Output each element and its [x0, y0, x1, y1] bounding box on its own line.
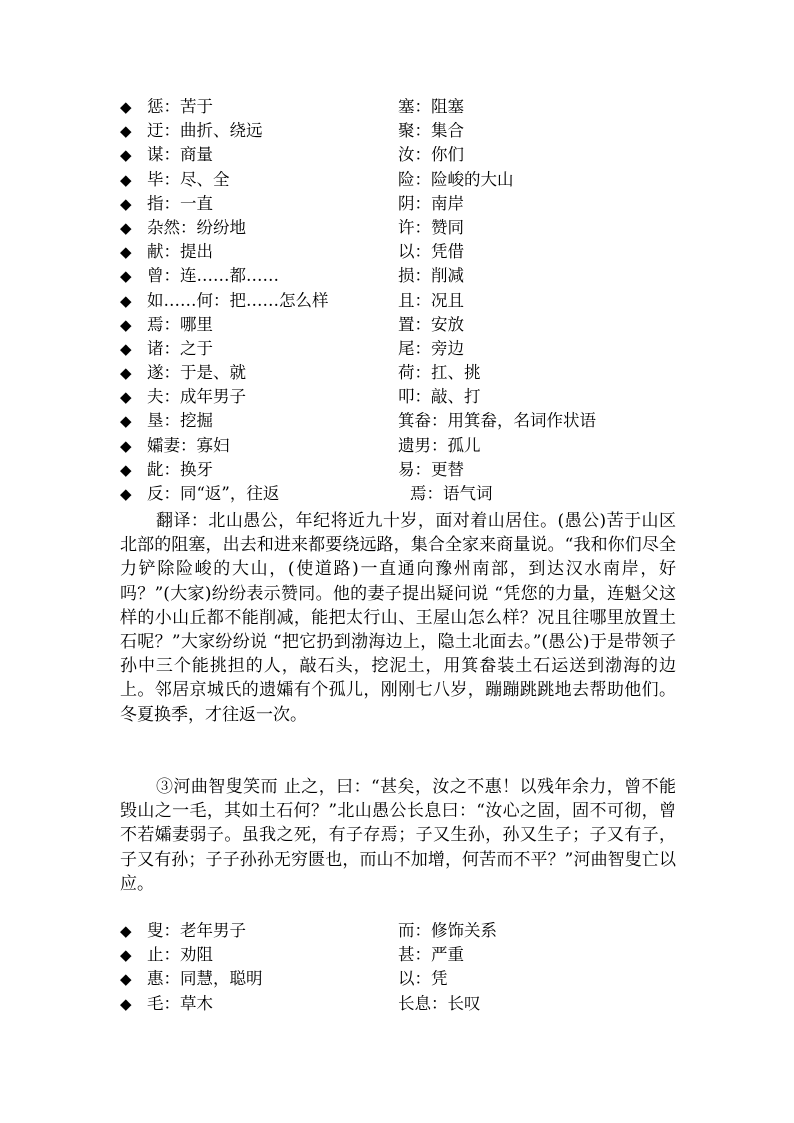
diamond-bullet-icon: ◆ — [120, 460, 132, 479]
glossary-row — [120, 289, 680, 313]
glossary-left-entry — [120, 409, 213, 433]
glossary-left-entry — [120, 919, 246, 943]
diamond-bullet-icon: ◆ — [120, 267, 132, 286]
glossary-row — [120, 943, 680, 967]
glossary-left-entry — [120, 143, 213, 167]
glossary-right-entry: 遗男：孤儿 — [398, 435, 481, 455]
glossary-left-entry — [120, 482, 279, 506]
glossary-list-1 — [120, 95, 680, 506]
original-text-paragraph — [120, 775, 676, 896]
glossary-right-entry: 置：安放 — [398, 314, 464, 334]
glossary-row — [120, 143, 680, 167]
glossary-row — [120, 919, 680, 943]
glossary-left-text: 杂然：纷纷地 — [147, 217, 246, 237]
diamond-bullet-icon: ◆ — [120, 946, 132, 965]
glossary-left-entry — [120, 168, 230, 192]
glossary-left-text: 焉：哪里 — [147, 314, 213, 334]
glossary-row — [120, 119, 680, 143]
glossary-left-text: 夫：成年男子 — [147, 387, 246, 407]
glossary-row — [120, 95, 680, 119]
glossary-left-text: 诸：之于 — [147, 338, 213, 358]
glossary-right-entry: 易：更替 — [398, 459, 464, 479]
original-text: ③河曲智叟笑而 止之，曰：“甚矣，汝之不惠！以残年余力，曾不能毁山之一毛，其如土石何？”北山愚公长息曰：“汝心之固，固不可彻，曾不若孀妻弱子。虽我之死，有子存焉；子又生孙，孙又生子；子又有子，子又有孙；子子孙孙无穷匮也，而山不加增，何苦而不平？”河曲智叟亡以应。 — [120, 777, 676, 894]
glossary-right-entry: 甚：严重 — [398, 945, 464, 965]
diamond-bullet-icon: ◆ — [120, 243, 132, 262]
glossary-left-entry — [120, 289, 329, 313]
diamond-bullet-icon: ◆ — [120, 339, 132, 358]
glossary-left-text: 献：提出 — [147, 242, 213, 262]
glossary-left-text: 叟：老年男子 — [147, 921, 246, 940]
glossary-left-entry — [120, 434, 230, 458]
diamond-bullet-icon: ◆ — [120, 970, 132, 989]
glossary-left-entry — [120, 967, 263, 991]
glossary-left-text: 垦：挖掘 — [147, 411, 213, 431]
glossary-left-entry — [120, 240, 213, 264]
glossary-left-text: 遂：于是、就 — [147, 363, 246, 383]
diamond-bullet-icon: ◆ — [120, 315, 132, 334]
diamond-bullet-icon: ◆ — [120, 194, 132, 213]
glossary-right-entry: 以：凭 — [398, 969, 448, 989]
glossary-row — [120, 992, 680, 1016]
glossary-left-text: 如……何：把……怎么样 — [147, 290, 329, 310]
glossary-left-text: 曾：连……都…… — [147, 266, 279, 286]
diamond-bullet-icon: ◆ — [120, 364, 132, 383]
glossary-left-text: 龀：换牙 — [147, 459, 213, 479]
diamond-bullet-icon: ◆ — [120, 412, 132, 431]
glossary-right-entry: 长息：长叹 — [398, 993, 481, 1013]
glossary-left-text: 止：劝阻 — [147, 945, 213, 965]
glossary-row — [120, 458, 680, 482]
glossary-list-2 — [120, 919, 680, 1016]
glossary-left-text: 毛：草木 — [147, 993, 213, 1013]
glossary-row — [120, 385, 680, 409]
glossary-row — [120, 409, 680, 433]
glossary-right-entry: 焉：语气词 — [410, 484, 493, 503]
glossary-row — [120, 482, 680, 506]
glossary-left-text: 惩：苦于 — [147, 97, 213, 116]
glossary-left-text: 孀妻：寡妇 — [147, 435, 230, 455]
glossary-left-entry — [120, 458, 213, 482]
diamond-bullet-icon: ◆ — [120, 994, 132, 1013]
glossary-row — [120, 240, 680, 264]
glossary-left-entry — [120, 119, 263, 143]
glossary-left-entry — [120, 95, 213, 119]
glossary-row — [120, 361, 680, 385]
diamond-bullet-icon: ◆ — [120, 218, 132, 237]
glossary-left-entry — [120, 943, 213, 967]
glossary-right-entry: 且：况且 — [398, 290, 464, 310]
glossary-right-entry: 聚：集合 — [398, 121, 464, 141]
glossary-left-entry — [120, 992, 213, 1016]
translation-paragraph — [120, 509, 676, 727]
glossary-right-entry: 许：赞同 — [398, 217, 464, 237]
diamond-bullet-icon: ◆ — [120, 485, 132, 503]
glossary-left-entry — [120, 313, 213, 337]
glossary-right-entry: 损：削减 — [398, 266, 464, 286]
glossary-left-text: 指：一直 — [147, 193, 213, 213]
glossary-right-entry: 荷：扛、挑 — [398, 363, 481, 383]
glossary-row — [120, 192, 680, 216]
glossary-row — [120, 168, 680, 192]
glossary-row — [120, 434, 680, 458]
glossary-row — [120, 216, 680, 240]
diamond-bullet-icon: ◆ — [120, 922, 132, 940]
glossary-row — [120, 313, 680, 337]
diamond-bullet-icon: ◆ — [120, 291, 132, 310]
diamond-bullet-icon: ◆ — [120, 436, 132, 455]
glossary-left-text: 迂：曲折、绕远 — [147, 121, 263, 141]
glossary-left-text: 毕：尽、全 — [147, 169, 230, 189]
translation-text: 翻译：北山愚公，年纪将近九十岁，面对着山居住。(愚公)苦于山区北部的阻塞，出去和进来都要绕远路，集合全家来商量说。“我和你们尽全力铲除险峻的大山，(使道路)一直通向豫州南部，到达汉水南岸，好吗？”(大家)纷纷表示赞同。他的妻子提出疑问说 “凭您的力量，连魁父这样的小山丘都不能削减，能把太行山、王屋山怎么样？况且往哪里放置土石呢？”大家纷纷说 “把它扔到渤海边上，隐土北面去。”(愚公)于是带领子孙中三个能挑担的人，敲石头，挖泥土，用箕畚装土石运送到渤海的边上。邻居京城氏的遗孀有个孤儿，刚刚七八岁，蹦蹦跳跳地去帮助他们。冬夏换季，才往返一次。 — [120, 511, 676, 725]
diamond-bullet-icon: ◆ — [120, 146, 132, 165]
glossary-right-entry: 险：险峻的大山 — [398, 169, 514, 189]
glossary-left-entry — [120, 264, 279, 288]
glossary-right-entry: 箕畚：用箕畚，名词作状语 — [398, 411, 596, 431]
glossary-left-entry — [120, 385, 246, 409]
glossary-right-entry: 而：修饰关系 — [398, 921, 497, 940]
glossary-right-entry: 塞：阻塞 — [398, 97, 464, 116]
glossary-right-entry: 汝：你们 — [398, 145, 464, 165]
diamond-bullet-icon: ◆ — [120, 170, 132, 189]
glossary-right-entry: 阴：南岸 — [398, 193, 464, 213]
glossary-row — [120, 264, 680, 288]
glossary-right-entry: 以：凭借 — [398, 242, 464, 262]
glossary-left-entry — [120, 216, 246, 240]
diamond-bullet-icon: ◆ — [120, 122, 132, 141]
glossary-row — [120, 337, 680, 361]
diamond-bullet-icon: ◆ — [120, 98, 132, 116]
glossary-left-entry — [120, 192, 213, 216]
glossary-left-text: 惠：同慧，聪明 — [147, 969, 263, 989]
glossary-left-entry — [120, 361, 246, 385]
glossary-right-entry: 尾：旁边 — [398, 338, 464, 358]
diamond-bullet-icon: ◆ — [120, 388, 132, 407]
glossary-left-entry — [120, 337, 213, 361]
glossary-right-entry: 叩：敲、打 — [398, 387, 481, 407]
glossary-left-text: 反：同“返”，往返 — [147, 484, 280, 503]
glossary-left-text: 谋：商量 — [147, 145, 213, 165]
glossary-row — [120, 967, 680, 991]
